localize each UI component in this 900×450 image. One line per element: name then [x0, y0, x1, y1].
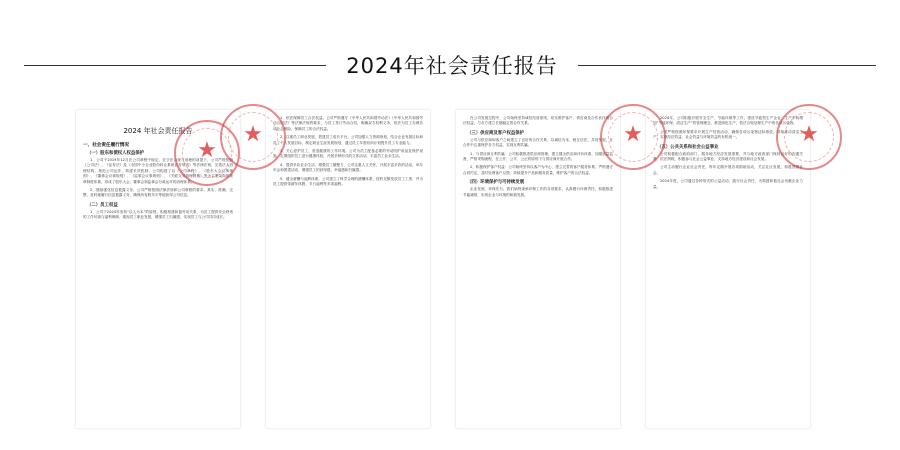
document-pages: [76, 110, 836, 428]
paragraph: 2、积极保护客户权益：公司始终坚持以客户为中心，建立完善的客户服务体系，严格遵守合同约定，及时处理客户反馈，持续提升产品和服务质量，维护客户的合法权益。: [463, 165, 613, 175]
company-seal-icon: ★: [776, 104, 842, 170]
paragraph: 2、注重员工职业发展，搭建员工成长平台。公司加强人力资源规划，结合企业发展目标和员工个人发展目标，制定职业生涯发展规划，通过员工年度培训计划提升员工专业能力。: [273, 135, 423, 145]
paragraph: 3、关心爱护员工，营造健康的工作环境。公司为员工配备必要的劳动防护用品及保护设施，定期组织员工进行健康体检，开展多种形式的文体活动，丰富员工业余生活。: [273, 149, 423, 159]
paragraph: 2024年度，公司通过各种形式的公益活动，践行社会责任，为构建和谐社会贡献企业力量。: [653, 179, 803, 189]
document-page-3: [456, 110, 620, 428]
document-page-4: [646, 110, 810, 428]
section-heading: （二）员工权益: [87, 202, 118, 208]
section-heading: （五）公共关系和社会公益事业: [657, 144, 719, 150]
section-heading: 一、社会责任履行情况: [83, 143, 129, 148]
report-header: [0, 48, 900, 84]
document-title: 2024 年社会责任报告: [123, 127, 193, 135]
paragraph: 2024年，公司积极开展安全生产、节能环保等工作，建设节能型生产企业，生产车间增加“节能环保、清洁生产”的管理理念，推进绿色生产，依法合规处理生产中的各项污染物。: [653, 116, 803, 126]
paragraph: 公司主动履行企业社会责任，每年定期开展各项捐助活动，关注社区发展，积极回馈社会。: [653, 165, 803, 175]
company-seal-icon: ★: [220, 104, 286, 170]
paragraph: 公司严格按照环保要求开展生产经营活动，确保各项污染物达标排放，持续推动清洁生产，实现经济效益、社会效益与环境效益的有机统一。: [653, 129, 803, 140]
paragraph: 4、提供多彩业余生活，增强员工凝聚力，公司注重人文关怀，开展丰富多彩的活动，举办年会和团建活动，增强员工的获得感、幸福感和归属感。: [273, 162, 423, 173]
paragraph: 1、与供应商互利共赢：公司积极推进供应商管理，建立健全供应商评价体系，加强质量监督，严格采购流程，在公开、公平、公正的原则下与供应商开展合作。: [463, 151, 613, 162]
page-title: 2024年社会责任报告: [346, 54, 558, 78]
section-heading: （四）环境保护与可持续发展: [467, 180, 525, 186]
section-heading: （三）供应商及客户权益保护: [467, 130, 525, 136]
header-rule-right: [578, 65, 876, 66]
document-page-1: [76, 110, 240, 428]
paragraph: 在公司发展过程中，公司始终坚持诚信经营原则，切实维护客户、供应商及合作伙伴的合法权益，与各方建立长期稳定的合作关系。: [463, 116, 613, 126]
paragraph: 1、依法保障员工合法权益。公司严格遵守《中华人民共和国劳动法》《中华人民共和国劳动合同法》等法律法规的要求，与员工签订劳动合同，明确双方权利义务，依法为员工办理各项社会保险，保障员工的合法权益。: [273, 116, 423, 131]
company-seal-icon: ★: [600, 104, 666, 170]
company-seal-icon: ★: [174, 120, 240, 186]
paragraph: 5、健全薪酬与福利体系，公司建立了科学合理的薪酬体系，按时足额发放员工工资，并为员工提供带薪年休假、节日福利等多项福利。: [273, 176, 423, 187]
paragraph: 2、继续强化信息披露义务，公司严格按照法律法规和公司章程的要求，真实、准确、完整、及时地履行信息披露义务，确保所有股东平等地获得公司信息。: [83, 188, 233, 198]
section-heading: （一）股东和债权人权益保护: [87, 151, 145, 156]
paragraph: 1、公司于2019年12月在公司章程中规定，在守法合规与治理的前提下，公司严格按照《公司法》、《证券法》及《全国中小企业股份转让系统业务规则》等法律法规，完善法人治理结构，规范公司运作，构建长效机制，公司构建了以《公司章程》、《股东大会议事规则》、《董事会议事规则》、《监事会议事规则》、《关联交易管理制度》等为主要架构的规章制度体系，形成了股东大会、董事会和监事会分离运作的治理体系。: [83, 158, 233, 184]
header-rule-left: [24, 65, 326, 66]
paragraph: 1、公司于2024年坚持“以人为本”的原则，积极构建和谐劳动关系，为员工提供安全舒适的工作环境与福利保障，重视员工职业发展，增强员工归属感，实现员工与公司共同成长。: [83, 209, 233, 220]
paragraph: 企业发展，环保先行。我们始终秉承环保工作的各项要求，认真履行环保责任，积极推进节能减排，实现企业与环境的和谐发展。: [463, 187, 613, 197]
document-page-2: [266, 110, 430, 428]
paragraph: 公司积极配合政府部门，服务地方经济发展需要，并与地方政府部门保持良好的沟通关系，依法纳税，积极参与社会公益事业，支持地方经济建设和社会发展。: [653, 151, 803, 162]
paragraph: 公司与供应商和客户之间建立了良好的合作关系，以诚信为本，相互信任，共同发展，在合作中注重保护各方权益，实现互利共赢。: [463, 137, 613, 148]
